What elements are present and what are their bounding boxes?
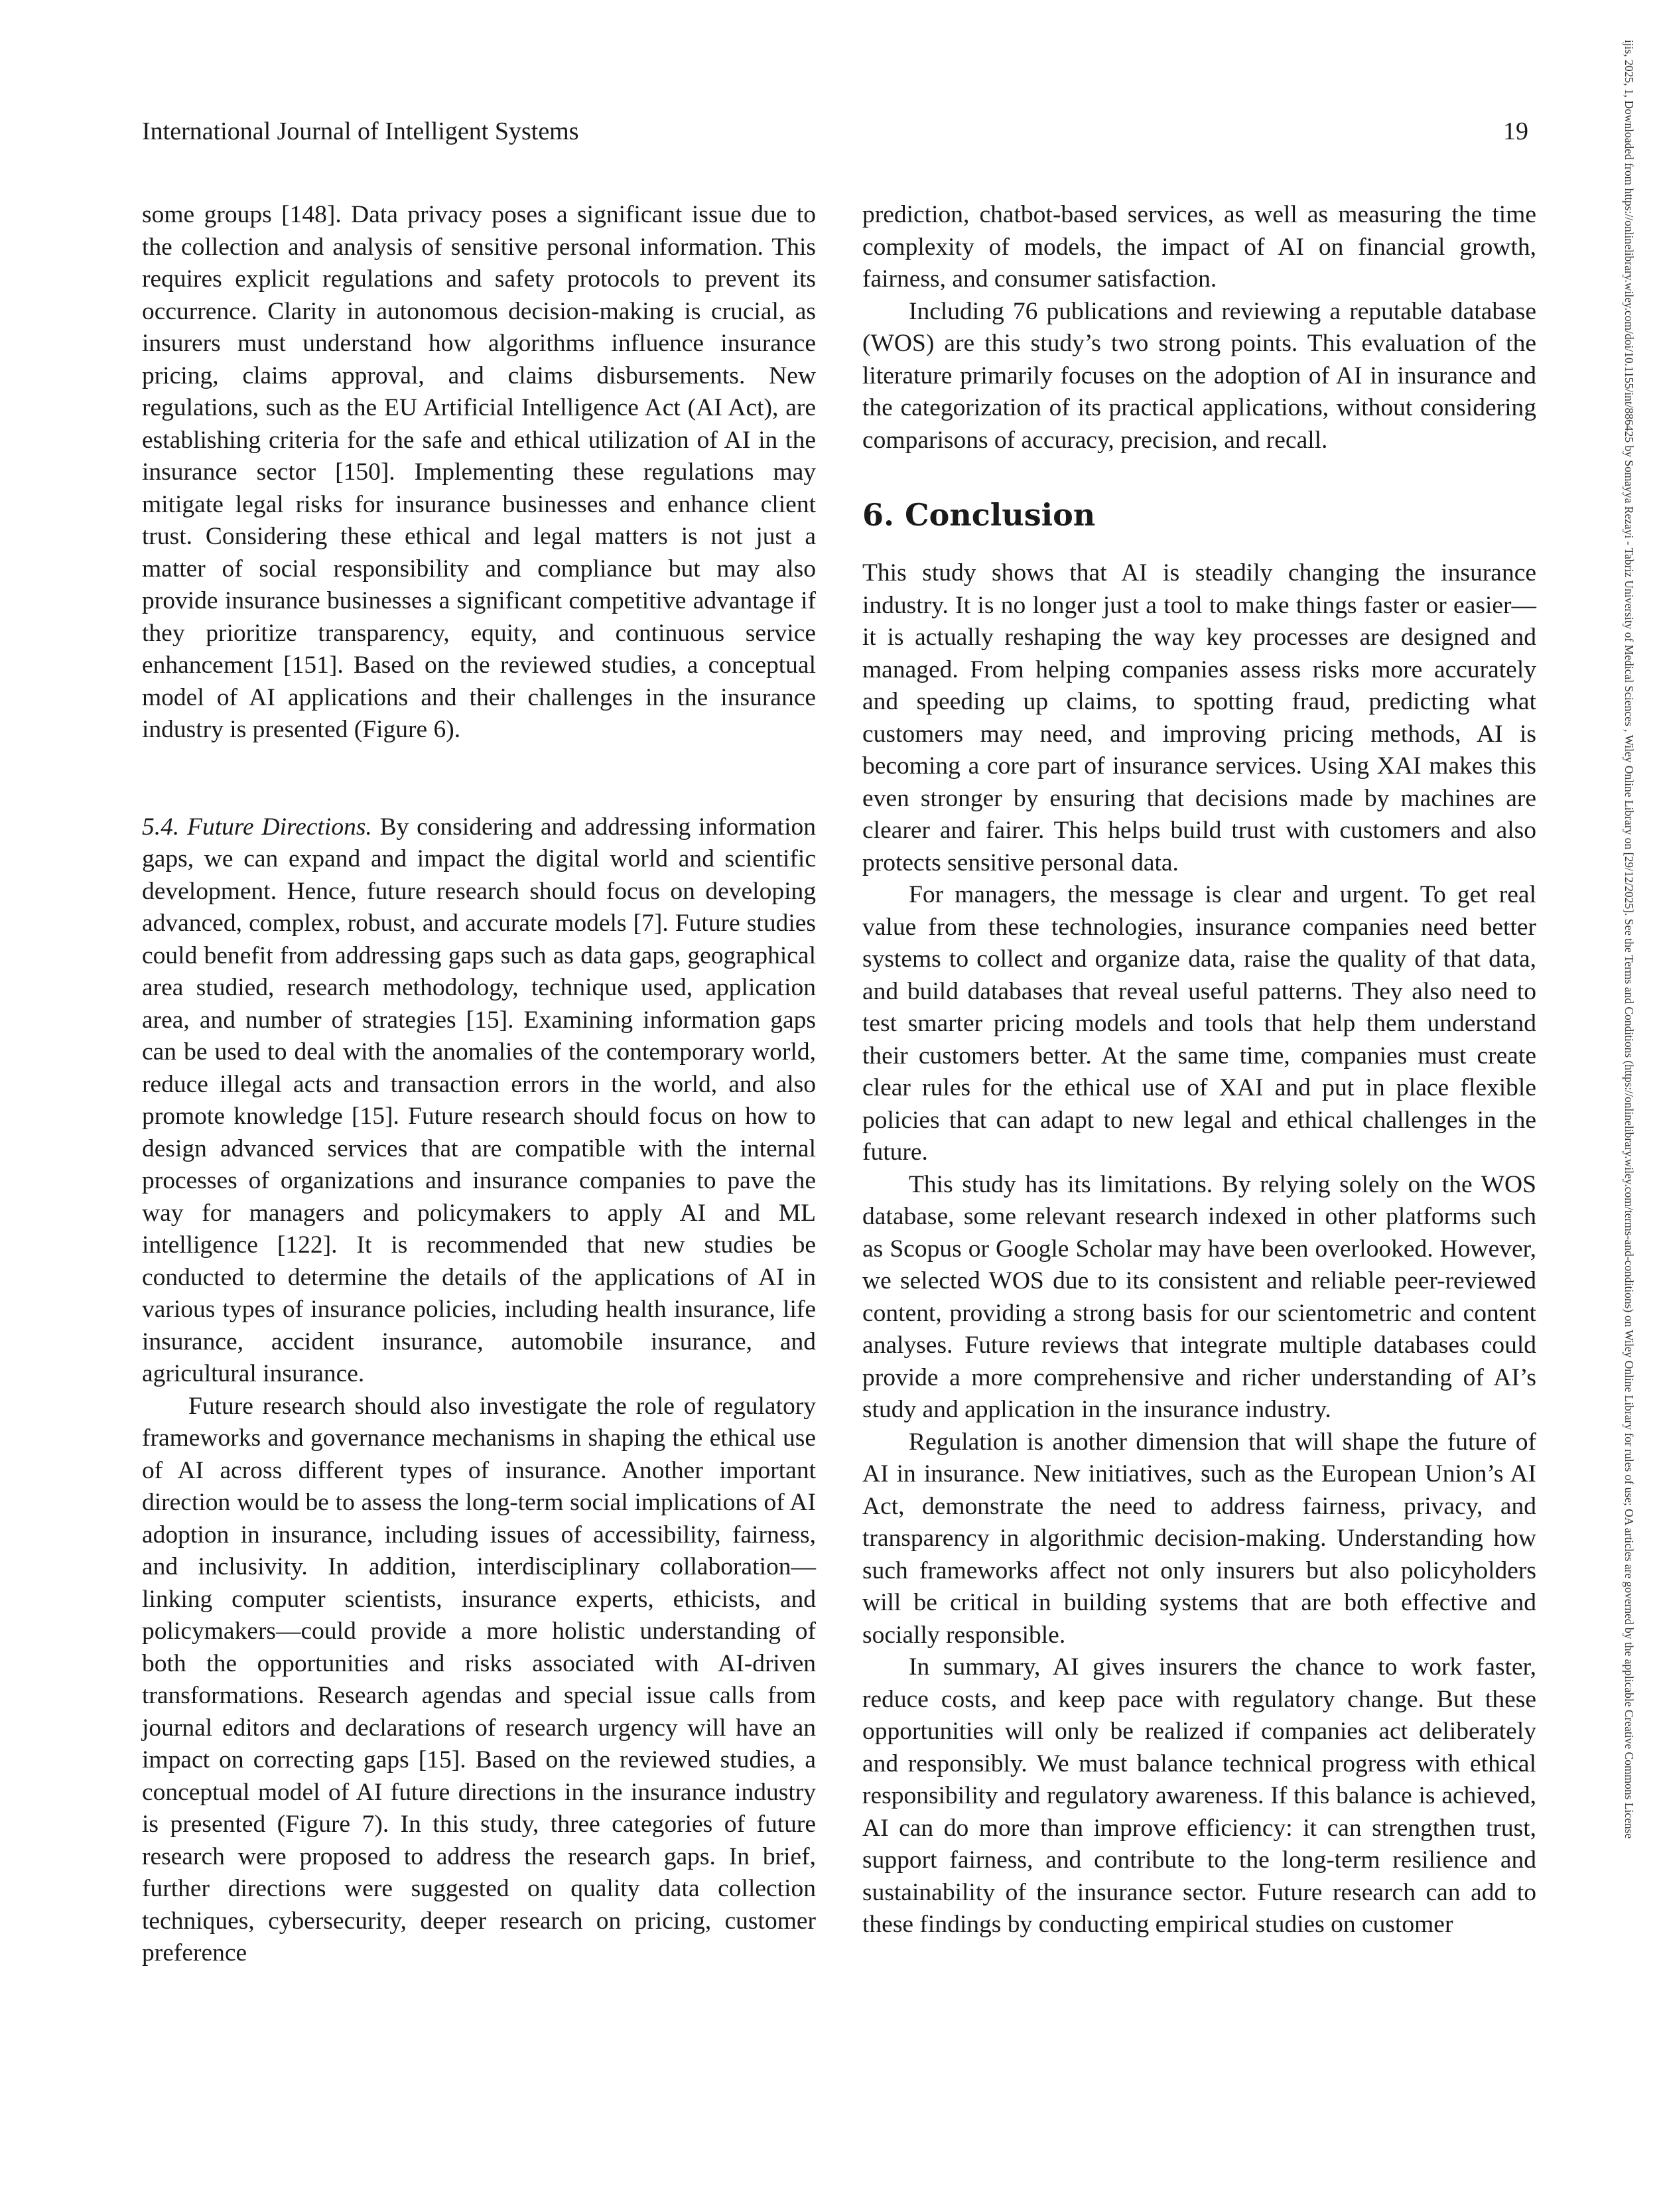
left-column	[142, 199, 816, 1970]
paragraph: Future research should also investigate the role of regulatory frameworks and governance mechanisms in shaping the ethical use of AI across different types of insurance. Another important direction would be to assess the long-term social implications of AI adoption in insurance, including issues of accessibility, fairness, and inclusivity. In addition, interdisciplinary collaboration—linking computer scientists, insurance experts, ethicists, and policymakers—could provide a more holistic understanding of both the opportunities and risks associated with AI-driven transformations. Research agendas and special issue calls from journal editors and declarations of research urgency will have an impact on correcting gaps [15]. Based on the reviewed studies, a conceptual model of AI future directions in the insurance industry is presented (Figure 7). In this study, three categories of future research were proposed to address the research gaps. In brief, further directions were suggested on quality data collection techniques, cybersecurity, deeper research on pricing, customer preference	[142, 1392, 816, 1967]
subsection-paragraph	[142, 811, 816, 1391]
download-notice	[1623, 40, 1649, 2196]
paragraph: Including 76 publications and reviewing a reputable database (WOS) are this study’s two strong points. This evaluation of the literature primarily focuses on the adoption of AI in insurance and the categorization of its practical applications, without considering comparisons of accuracy, precision, and recall.	[862, 297, 1536, 454]
paragraph: prediction, chatbot-based services, as well as measuring the time complexity of models, the impact of AI on financial growth, fairness, and consumer satisfaction.	[862, 201, 1536, 293]
paragraph: This study has its limitations. By relying solely on the WOS database, some relevant research indexed in other platforms such as Scopus or Google Scholar may have been overlooked. However, we selected WOS due to its consistent and reliable peer-reviewed content, providing a strong basis for our scientometric and content analyses. Future reviews that integrate multiple databases could provide a more comprehensive and richer understanding of AI’s study and application in the insurance industry.	[862, 1170, 1536, 1423]
paragraph: Regulation is another dimension that will shape the future of AI in insurance. New initiatives, such as the European Union’s AI Act, demonstrate the need to address fairness, privacy, and transparency in algorithmic decision-making. Understanding how such frameworks affect not only insurers but also policyholders will be critical in building systems that are both effective and socially responsible.	[862, 1428, 1536, 1649]
paragraph: For managers, the message is clear and urgent. To get real value from these technologies, insurance companies need better systems to collect and organize data, raise the quality of that data, and build databases that reveal useful patterns. They also need to test smarter pricing models and tools that help them understand their customers better. At the same time, companies must create clear rules for the ethical use of XAI and put in place flexible policies that can adapt to new legal and ethical challenges in the future.	[862, 881, 1536, 1166]
page-header	[142, 117, 1528, 157]
page-number: 19	[1503, 117, 1528, 145]
paragraph: In summary, AI gives insurers the chance to work faster, reduce costs, and keep pace with regulatory change. But these opportunities will only be realized if companies act deliberately and responsibly. We must balance technical progress with ethical responsibility and regulatory awareness. If this balance is achieved, AI can do more than improve efficiency: it can strengthen trust, support fairness, and contribute to the long-term resilience and sustainability of the insurance sector. Future research can add to these findings by conducting empirical studies on customer	[862, 1653, 1536, 1938]
right-column	[862, 199, 1536, 1941]
journal-title: International Journal of Intelligent Systems	[142, 117, 579, 145]
subsection-heading: 5.4. Future Directions.	[142, 813, 372, 841]
paragraph: This study shows that AI is steadily changing the insurance industry. It is no longer just a tool to make things faster or easier—it is actually reshaping the way key processes are designed and managed. From helping companies assess risks more accurately and speeding up claims, to spotting fraud, predicting what customers may need, and improving pricing methods, AI is becoming a core part of insurance services. Using XAI makes this even stronger by ensuring that decisions made by machines are clearer and fairer. This helps build trust with customers and also protects sensitive personal data.	[862, 559, 1536, 876]
section-heading: 6. Conclusion	[862, 497, 1096, 533]
paragraph: some groups [148]. Data privacy poses a significant issue due to the collection and analysis of sensitive personal information. This requires explicit regulations and safety protocols to prevent its occurrence. Clarity in autonomous decision-making is crucial, as insurers must understand how algorithms influence insurance pricing, claims approval, and claims disbursements. New regulations, such as the EU Artificial Intelligence Act (AI Act), are establishing criteria for the safe and ethical utilization of AI in the insurance sector [150]. Implementing these regulations may mitigate legal risks for insurance businesses and enhance client trust. Considering these ethical and legal matters is not just a matter of social responsibility and compliance but may also provide insurance businesses a significant competitive advantage if they prioritize transparency, equity, and continuous service enhancement [151]. Based on the reviewed studies, a conceptual model of AI applications and their challenges in the insurance industry is presented (Figure 6).	[142, 201, 816, 743]
download-notice-text: ijis, 2025, 1, Downloaded from https://onlinelibrary.wiley.com/doi/10.1155/int/886425 by Somayya Rezayi - Tabriz University of Medical Sciences , Wiley Online Library on [29/12/2025]. See the Terms and Conditions (https://onlinelibrary.wiley.com/terms-and-conditions) on Wiley Online Library for rules of use; OA articles are governed by the applicable Creative Commons License	[1623, 40, 1636, 1839]
paragraph-text: By considering and addressing information gaps, we can expand and impact the digital world and scientific development. Hence, future research should focus on developing advanced, complex, robust, and accurate models [7]. Future studies could benefit from addressing gaps such as data gaps, geographical area studied, research methodology, technique used, application area, and number of strategies [15]. Examining information gaps can be used to deal with the anomalies of the contemporary world, reduce illegal acts and transaction errors in the world, and also promote knowledge [15]. Future research should focus on how to design advanced services that are compatible with the internal processes of organizations and insurance companies to pave the way for managers and policymakers to apply AI and ML intelligence [122]. It is recommended that new studies be conducted to determine the details of the applications of AI in various types of insurance policies, including health insurance, life insurance, accident insurance, automobile insurance, and agricultural insurance.	[142, 813, 817, 1387]
